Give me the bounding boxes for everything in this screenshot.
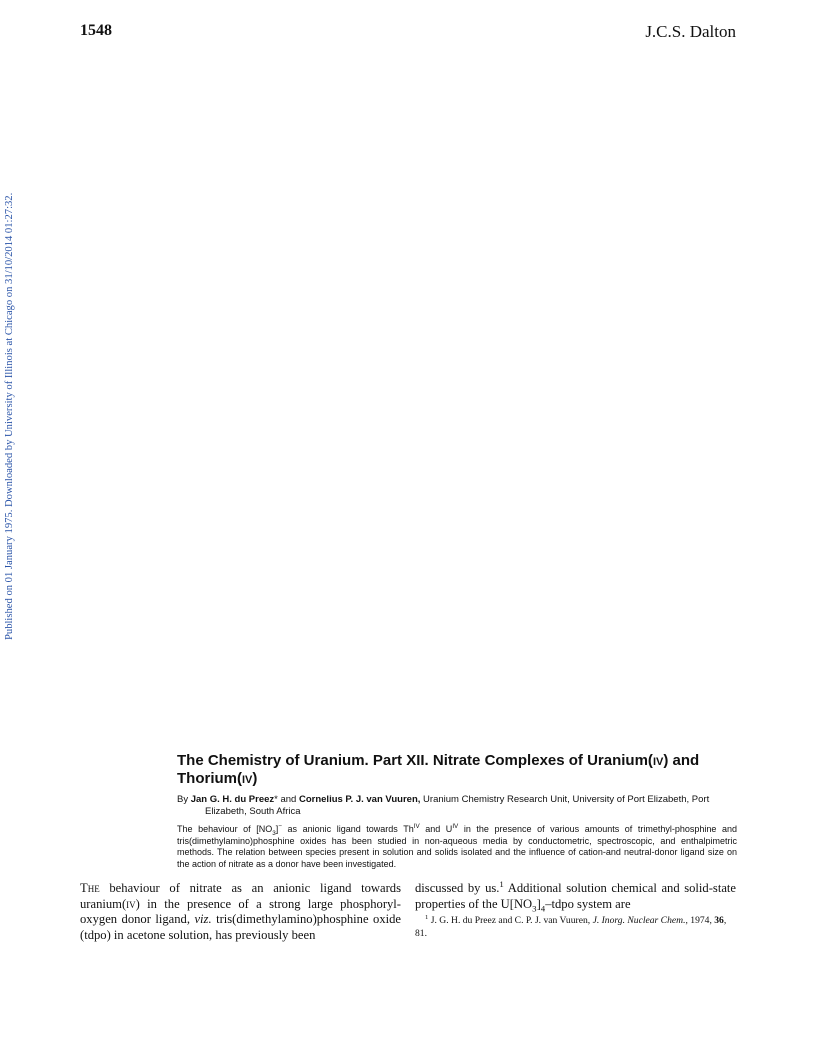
- author-2: Cornelius P. J. van Vuuren,: [298, 794, 421, 805]
- footnote: $^1$ J. G. H. du Preez and C. P. J. van Vuuren, J. Inorg. Nuclear Chem., 1974, 36, 81.: [415, 913, 727, 939]
- page-number: 1548: [80, 22, 112, 39]
- authors: By Jan G. H. du Preez* and Cornelius P. J. van Vuuren, Uranium Chemistry Research Unit, University of Port Elizabeth, Port Elizabeth, South Africa: [177, 794, 710, 817]
- publication-note[interactable]: Published on 01 January 1975. Downloaded by University of Illinois at Chicago on 31/10/2014 01:27:32.: [4, 192, 15, 640]
- abstract: The behaviour of $[NO_3]^-$ as anionic ligand towards $Th^{IV}$ and $U^{IV}$ in the presence of various amounts of trimethyl-phosphine and tris(dimethylamino)phosphine oxides has been studied in non-aqueous media by conductometric, spectroscopic, and enthalpimetric methods. The relation between species present in solution and solids isolated and the influence of cation-and neutral-donor ligand size on the action of nitrate as a donor have been investigated.: [177, 823, 737, 869]
- author-1: Jan G. H. du Preez: [190, 794, 275, 805]
- journal-name: J.C.S. Dalton: [645, 22, 736, 41]
- affiliation: Uranium Chemistry Research Unit, University of Port Elizabeth, Port Elizabeth, South Africa: [205, 794, 710, 817]
- body-text-right: discussed by us.$^1$ Additional solution chemical and solid-state properties of the $U[NO_3]_4$–tdpo system are: [415, 878, 736, 914]
- article-title: The Chemistry of Uranium. Part XII. Nitrate Complexes of Uranium(iv) and Thorium(iv): [177, 752, 700, 787]
- reference-marker[interactable]: 1: [499, 878, 504, 889]
- body-text-left: The behaviour of nitrate as an anionic ligand towards uranium(iv) in the presence of a strong large phosphoryl-oxygen donor ligand, viz. tris(dimethylamino)phosphine oxide (tdpo) in acetone solution, has previously been: [80, 881, 402, 942]
